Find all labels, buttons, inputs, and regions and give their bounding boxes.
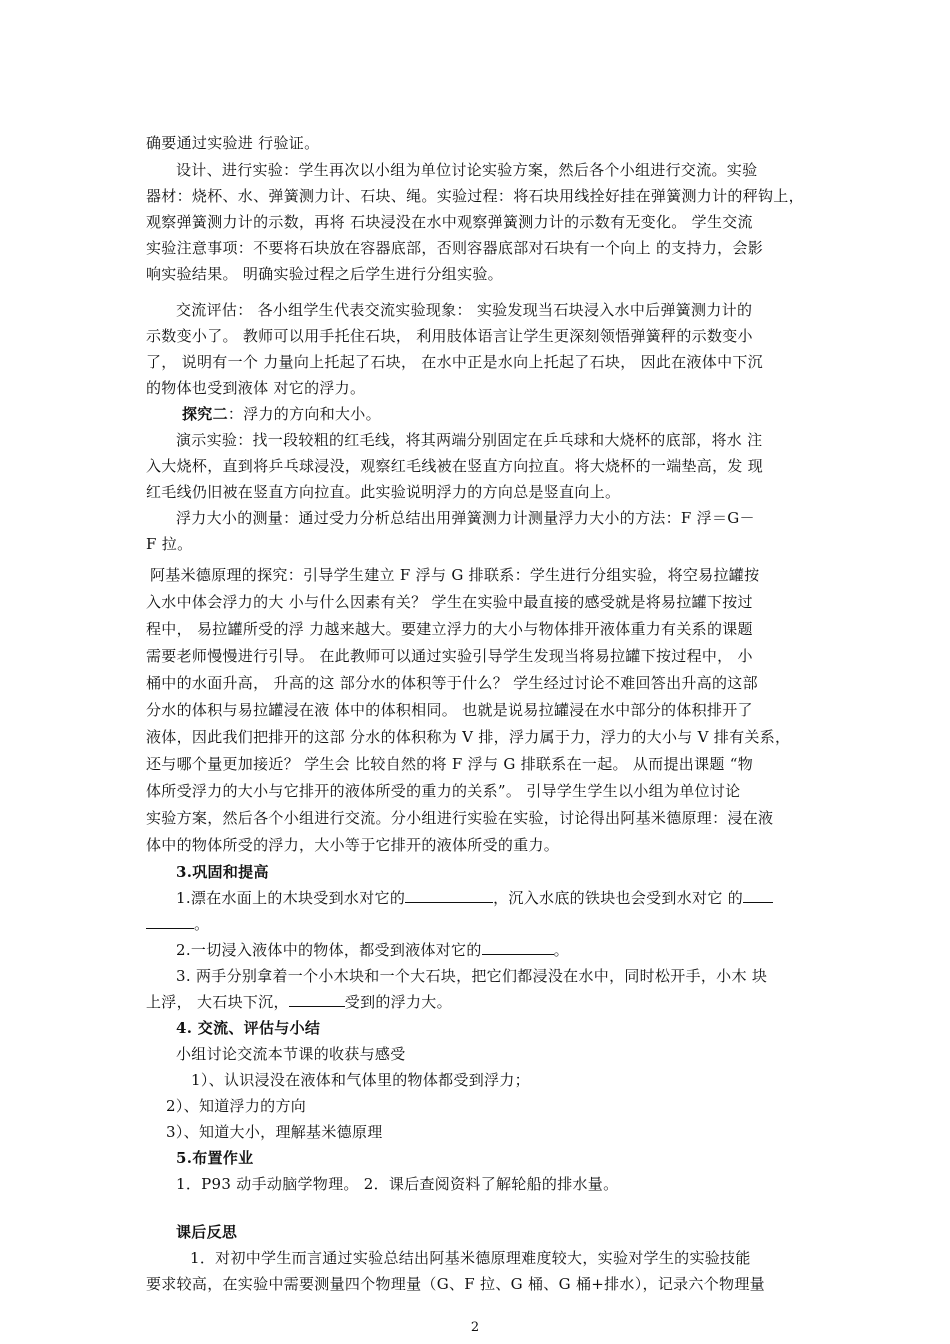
paragraph-line: 演示实验：找一段较粗的红毛线，将其两端分别固定在乒乓球和大烧杯的底部，将水 注 <box>176 431 763 449</box>
paragraph-line: 体所受浮力的大小与它排开的液体所受的重力的关系”。 引导学生学生以小组为单位讨论 <box>146 782 741 800</box>
question-text: 受到的浮力大。 <box>344 993 452 1011</box>
paragraph-line: 入大烧杯，直到将乒乓球浸没，观察红毛线被在竖直方向拉直。将大烧杯的一端垫高，发 现 <box>146 457 764 475</box>
paragraph-line: 示数变小了。 教师可以用手托住石块， 利用肢体语言让学生更深刻领悟弹簧秤的示数变小 <box>146 327 753 345</box>
paragraph-line: 液体，因此我们把排开的这部 分水的体积称为 V 排，浮力属于力，浮力的大小与 V 排有关系， <box>146 728 791 746</box>
paragraph-line: 器材：烧杯、水、弹簧测力计、石块、绳。实验过程：将石块用线拴好挂在弹簧测力计的秤钩上， <box>146 187 804 205</box>
answer-blank[interactable] <box>482 940 554 955</box>
paragraph-line: 交流评估： 各小组学生代表交流实验现象： 实验发现当石块浸入水中后弹簧测力计的 <box>176 301 753 319</box>
paragraph-line: 还与哪个量更加接近？ 学生会 比较自然的将 F 浮与 G 排联系在一起。 从而提出课题 “物 <box>146 755 754 773</box>
question-text: 上浮， 大石块下沉， <box>146 993 289 1011</box>
paragraph-line: 红毛线仍旧被在竖直方向拉直。此实验说明浮力的方向总是竖直向上。 <box>146 483 621 501</box>
paragraph-line: 实验方案，然后各个小组进行交流。分小组进行实验在实验，讨论得出阿基米德原理：浸在液 <box>146 809 774 827</box>
summary-intro: 小组讨论交流本节课的收获与感受 <box>176 1045 406 1063</box>
page-number: 2 <box>470 1320 480 1335</box>
paragraph-line: 的物体也受到液体 对它的浮力。 <box>146 379 366 397</box>
paragraph-line: 响实验结果。 明确实验过程之后学生进行分组实验。 <box>146 265 503 283</box>
paragraph-line: 桶中的水面升高， 升高的这 部分水的体积等于什么？ 学生经过讨论不难回答出升高的这部 <box>146 674 758 692</box>
answer-blank[interactable] <box>743 888 773 903</box>
answer-blank[interactable] <box>289 992 345 1007</box>
question-text: 。 <box>194 915 210 933</box>
paragraph-line: 了， 说明有一个 力量向上托起了石块， 在水中正是水向上托起了石块， 因此在液体中下沉 <box>146 353 763 371</box>
heading-bold-part: 探究二 <box>182 405 228 423</box>
reflection-line: 要求较高，在实验中需要测量四个物理量（G、F 拉、G 桶、G 桶+排水），记录六个物理量 <box>146 1275 765 1293</box>
section-heading-3: 3.巩固和提高 <box>176 863 269 881</box>
paragraph-line: 阿基米德原理的探究：引导学生建立 F 浮与 G 排联系：学生进行分组实验，将空易拉罐按 <box>150 566 760 584</box>
heading-rest: ：浮力的方向和大小。 <box>227 405 381 423</box>
paragraph-line: 实验注意事项：不要将石块放在容器底部，否则容器底部对石块有一个向上 的支持力，会影 <box>146 239 764 257</box>
paragraph-line: 设计、进行实验：学生再次以小组为单位讨论实验方案，然后各个小组进行交流。实验 <box>176 161 758 179</box>
paragraph-line: 需要老师慢慢进行引导。 在此教师可以通过实验引导学生发现当将易拉罐下按过程中， 小 <box>146 647 753 665</box>
question-3-continued <box>146 992 818 1012</box>
section-heading-explore-2 <box>182 404 854 424</box>
paragraph-line: F 拉。 <box>146 535 193 553</box>
answer-blank[interactable] <box>146 914 194 929</box>
paragraph-line: 确要通过实验进 行验证。 <box>146 134 320 152</box>
summary-item-1: 1）、认识浸没在液体和气体里的物体都受到浮力； <box>191 1071 530 1089</box>
question-1 <box>176 888 848 908</box>
question-2 <box>176 940 848 960</box>
paragraph-line: 体中的物体所受的浮力，大小等于它排开的液体所受的重力。 <box>146 836 560 854</box>
question-text: 。 <box>553 941 569 959</box>
summary-item-2: 2）、知道浮力的方向 <box>166 1097 307 1115</box>
summary-item-3: 3）、知道大小，理解基米德原理 <box>166 1123 383 1141</box>
paragraph-line: 观察弹簧测力计的示数，再将 石块浸没在水中观察弹簧测力计的示数有无变化。 学生交流 <box>146 213 753 231</box>
question-text: 2.一切浸入液体中的物体，都受到液体对它的 <box>176 941 482 959</box>
homework-line: 1．P93 动手动脑学物理。 2．课后查阅资料了解轮船的排水量。 <box>176 1175 619 1193</box>
question-text: 1.漂在水面上的木块受到水对它的 <box>176 889 406 907</box>
question-3: 3. 两手分别拿着一个小木块和一个大石块，把它们都浸没在水中，同时松开手，小木 块 <box>176 967 768 985</box>
paragraph-line: 分水的体积与易拉罐浸在液 体中的体积相同。 也就是说易拉罐浸在水中部分的体积排开了 <box>146 701 753 719</box>
section-heading-5: 5.布置作业 <box>176 1149 254 1167</box>
answer-blank[interactable] <box>405 888 493 903</box>
question-1-continued <box>146 914 818 934</box>
paragraph-line: 浮力大小的测量：通过受力分析总结出用弹簧测力计测量浮力大小的方法：F 浮＝G－ <box>176 509 755 527</box>
paragraph-line: 程中， 易拉罐所受的浮 力越来越大。要建立浮力的大小与物体排开液体重力有关系的课题 <box>146 620 753 638</box>
reflection-line: 1．对初中学生而言通过实验总结出阿基米德原理难度较大，实验对学生的实验技能 <box>190 1249 751 1267</box>
section-heading-4: 4. 交流、评估与小结 <box>176 1019 321 1037</box>
question-text: ，沉入水底的铁块也会受到水对它 的 <box>493 889 743 907</box>
section-heading-reflection: 课后反思 <box>176 1223 238 1241</box>
paragraph-line: 入水中体会浮力的大 小与什么因素有关？ 学生在实验中最直接的感受就是将易拉罐下按过 <box>146 593 753 611</box>
